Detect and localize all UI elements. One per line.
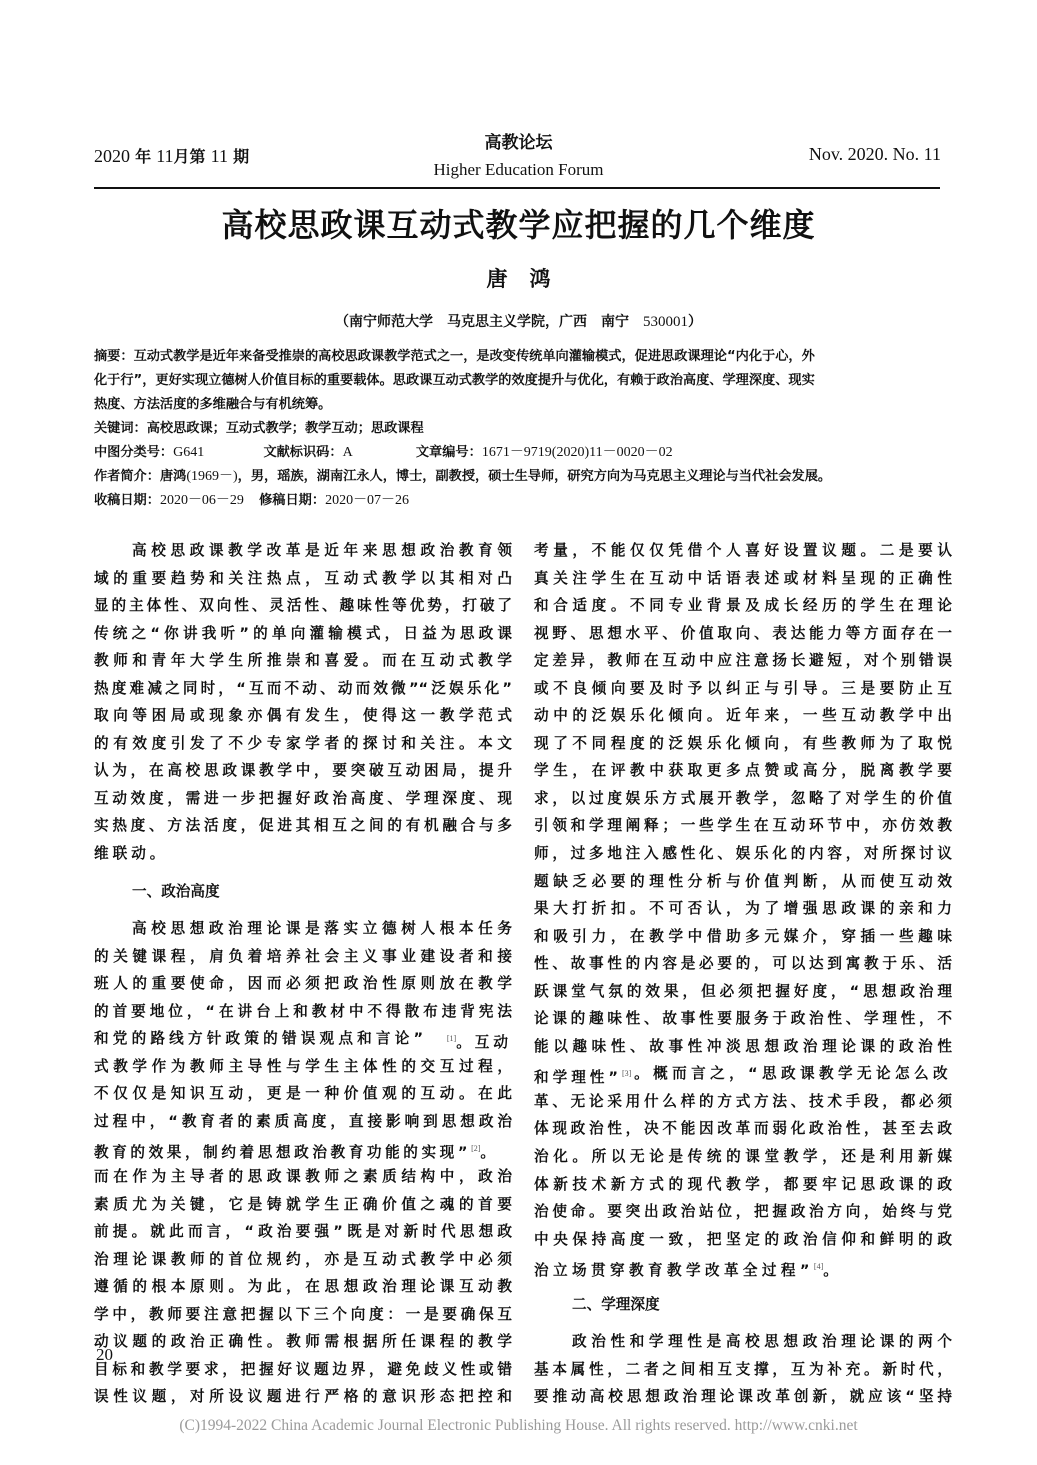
article-no-label: 文章编号：	[415, 445, 482, 460]
citation-ref-4: [4]	[813, 1262, 824, 1272]
body-line: 误性议题，对所设议题进行严格的意识形态把控和	[94, 1388, 512, 1406]
body-line: 域的重要趋势和关注热点，互动式教学以其相对凸	[94, 569, 512, 587]
body-line: 动中的泛娱乐化倾向。近年来，一些互动教学中出	[534, 707, 952, 725]
body-line: 动议题的政治正确性。教师需根据所任课程的教学	[94, 1333, 512, 1351]
abstract-text: 互动式教学是近年来备受推崇的高校思政课教学范式之一，是改变传统单向灌输模式，促进思政课理论“内化于心，外	[133, 349, 815, 364]
body-line	[534, 1060, 952, 1088]
body-line: 不仅仅是知识互动，更是一种价值观的互动。在此	[94, 1085, 512, 1103]
article-no-value: 1671－9719(2020)11－0020－02	[481, 445, 673, 460]
body-text: 。	[480, 1144, 496, 1162]
body-text: 。概而言之，“思政课教学无论怎么改	[634, 1065, 952, 1083]
body-line: 班人的重要使命，因而必须把政治性原则放在教学	[94, 975, 512, 993]
body-line: 求，以过度娱乐方式展开教学，忽略了对学生的价值	[534, 789, 952, 807]
author-affiliation	[0, 311, 1037, 331]
body-line: 视野、思想水平、价值取向、表达能力等方面存在一	[534, 624, 952, 642]
body-line: 的首要地位，“在讲台上和教材中不得散布违背宪法	[94, 1002, 512, 1020]
body-line: 目标和教学要求，把握好议题边界，避免歧义性或错	[94, 1360, 512, 1378]
body-line: 跃课堂气氛的效果，但必须把握好度，“思想政治理	[534, 982, 952, 1000]
body-line	[534, 1253, 952, 1281]
section-heading-2: 二、学理深度	[572, 1295, 660, 1313]
body-line: 传统之“你讲我听”的单向灌输模式，日益为思政课	[94, 624, 512, 642]
keywords-line	[94, 417, 944, 441]
received-date: 2020－06－29	[159, 493, 244, 508]
keywords-label: 关键词：	[94, 421, 147, 436]
affiliation-zip: 530001	[643, 314, 688, 330]
clc-value: G641	[173, 445, 205, 460]
doc-code-value: A	[342, 445, 353, 460]
body-left-column	[94, 537, 512, 1411]
body-text: 。	[823, 1262, 838, 1280]
abstract-line: 热度、方法活度的多维融合与有机统筹。	[94, 397, 332, 412]
affiliation-text: （南宁师范大学 马克思主义学院，广西 南宁	[335, 314, 643, 330]
body-text: 和学理性”	[534, 1069, 622, 1087]
section-heading-1: 一、政治高度	[132, 882, 220, 900]
dates-line	[94, 489, 944, 513]
journal-name-cn: 高教论坛	[484, 133, 553, 153]
body-line: 显的主体性、双向性、灵活性、趣味性等优势，打破了	[94, 597, 512, 615]
body-line: 中央保持高度一致，把坚定的政治信仰和鲜明的政	[534, 1230, 952, 1248]
issue-date-en: Nov. 2020. No. 11	[808, 144, 941, 164]
body-line: 遵循的根本原则。为此，在思想政治理论课互动教	[94, 1278, 512, 1296]
body-text: 。互动	[456, 1034, 512, 1052]
body-line: 认为，在高校思政课教学中，要突破互动困局，提升	[94, 762, 512, 780]
issue-number: 11	[210, 146, 228, 166]
revised-label: 修稿日期：	[259, 493, 326, 508]
affiliation-close: ）	[688, 314, 702, 330]
issue-year-unit: 年	[135, 147, 152, 166]
author-given-name: 鸿	[529, 267, 551, 291]
body-line: 和合适度。不同专业背景及成长经历的学生在理论	[534, 597, 952, 615]
body-right-column	[534, 537, 952, 1411]
body-line: 政治性和学理性是高校思想政治理论课的两个	[572, 1333, 952, 1351]
abstract-line: 化于行”，更好实现立德树人价值目标的重要载体。思政课互动式教学的效度提升与优化，有赖于政治高度、学理深度、现实	[94, 373, 815, 388]
body-text: 和党的路线方针政策的错误观点和言论”	[94, 1030, 428, 1048]
body-line: 教师和青年大学生所推崇和喜爱。而在互动式教学	[94, 652, 512, 670]
keywords-value: 高校思政课；互动式教学；教学互动；思政课程	[146, 421, 424, 436]
clc-label: 中图分类号：	[94, 445, 174, 460]
body-line: 素质尤为关键，它是铸就学生正确价值之魂的首要	[94, 1195, 512, 1213]
body-line: 过程中，“教育者的素质高度，直接影响到思想政治	[94, 1112, 512, 1130]
body-line: 热度难减之同时，“互而不动、动而效微”“泛娱乐化”	[94, 679, 512, 697]
body-line: 要推动高校思想政治理论课改革创新，就应该“坚持	[534, 1388, 952, 1406]
bio-years: (1969－)	[186, 469, 238, 484]
body-line: 高校思政课教学改革是近年来思想政治教育领	[132, 542, 512, 559]
body-text: 治立场贯穿教育教学改革全过程”	[534, 1262, 814, 1280]
body-line: 论课的趣味性、故事性要服务于政治性、学理性，不	[534, 1010, 952, 1028]
page-number: 20	[96, 1345, 113, 1364]
body-line: 师，过多地注入感性化、娱乐化的内容，对所探讨议	[534, 845, 952, 863]
author-bio-line	[94, 465, 944, 489]
citation-ref-3: [3]	[621, 1069, 632, 1079]
body-line: 能以趣味性、故事性冲淡思想政治理论课的政治性	[534, 1037, 952, 1055]
body-line: 题缺乏必要的理性分析与价值判断，从而使互动效	[534, 872, 952, 890]
body-line: 治化。所以无论是传统的课堂教学，还是利用新媒	[534, 1148, 952, 1166]
bio-text: ，男，瑶族，湖南江永人，博士，副教授，硕士生导师，研究方向为马克思主义理论与当代社会发展。	[237, 469, 832, 484]
issue-month-unit: 月第	[173, 147, 206, 166]
body-line: 前提。就此而言，“政治要强”既是对新时代思想政	[94, 1223, 512, 1241]
body-line: 治使命。要突出政治站位，把握政治方向，始终与党	[534, 1203, 952, 1221]
citation-ref-1: [1]	[446, 1034, 457, 1044]
body-line: 而在作为主导者的思政课教师之素质结构中，政治	[94, 1168, 512, 1186]
copyright-footer: (C)1994-2022 China Academic Journal Electronic Publishing House. All rights reserved. http://www.cnki.net	[179, 1417, 858, 1434]
body-line: 实热度、方法活度，促进其相互之间的有机融合与多	[94, 817, 512, 835]
revised-date: 2020－07－26	[325, 493, 410, 508]
body-line: 治理论课教师的首位规约，亦是互动式教学中必须	[94, 1250, 512, 1268]
journal-name-en: Higher Education Forum	[433, 160, 604, 179]
body-line: 果大打折扣。不可否认，为了增强思政课的亲和力	[534, 900, 952, 918]
body-line	[94, 1135, 512, 1163]
body-line: 学中，教师要注意把握以下三个向度：一是要确保互	[94, 1305, 512, 1323]
body-line: 和吸引力，在教学中借助多元媒介，穿插一些趣味	[534, 927, 952, 945]
body-line: 定差异，教师在互动中应注意扬长避短，对个别错误	[534, 652, 952, 670]
issue-number-unit: 期	[233, 147, 250, 166]
body-line: 或不良倾向要及时予以纠正与引导。三是要防止互	[534, 679, 952, 697]
author-name	[0, 263, 1037, 293]
body-line	[94, 1025, 512, 1053]
body-line: 的有效度引发了不少专家学者的探讨和关注。本文	[94, 734, 512, 752]
body-line: 体新技术新方式的现代教学，都要牢记思政课的政	[534, 1175, 952, 1193]
bio-name: 唐鸿	[159, 469, 187, 484]
body-line: 引领和学理阐释；一些学生在互动环节中，亦仿效教	[534, 817, 952, 835]
body-line: 互动效度，需进一步把握好政治高度、学理深度、现	[94, 789, 512, 807]
header-rule	[94, 187, 940, 189]
body-text: 教育的效果，制约着思想政治教育功能的实现”	[94, 1144, 472, 1162]
body-line: 考量，不能仅仅凭借个人喜好设置议题。二是要认	[534, 542, 952, 559]
author-surname: 唐	[486, 267, 508, 291]
body-line: 体现政治性，决不能因改革而弱化政治性，甚至去政	[534, 1120, 952, 1138]
abstract-label: 摘要：	[94, 349, 134, 364]
abstract-block	[94, 345, 944, 513]
body-line: 革、无论采用什么样的方式方法、技术手段，都必须	[534, 1092, 952, 1110]
issue-month: 11	[156, 146, 174, 166]
classification-line	[94, 441, 944, 465]
body-line: 的关键课程，肩负着培养社会主义事业建设者和接	[94, 947, 512, 965]
issue-year: 2020	[94, 146, 130, 166]
citation-ref-2: [2]	[471, 1144, 481, 1154]
body-line: 性、故事性的内容是必要的，可以达到寓教于乐、活	[534, 955, 952, 973]
received-label: 收稿日期：	[94, 493, 160, 508]
body-line: 高校思想政治理论课是落实立德树人根本任务	[132, 920, 512, 938]
body-line: 基本属性，二者之间相互支撑，互为补充。新时代，	[534, 1360, 952, 1378]
body-line: 真关注学生在互动中话语表述或材料呈现的正确性	[534, 569, 952, 587]
article-title: 高校思政课互动式教学应把握的几个维度	[221, 206, 816, 244]
body-line: 取向等困局或现象亦偶有发生，使得这一教学范式	[94, 707, 512, 725]
body-line: 学生，在评教中获取更多点赞或高分，脱离教学要	[534, 762, 952, 780]
abstract-line	[94, 345, 944, 369]
doc-code-label: 文献标识码：	[263, 445, 343, 460]
body-line: 维联动。	[94, 845, 169, 863]
body-line: 现了不同程度的泛娱乐化倾向，有些教师为了取悦	[534, 734, 952, 752]
bio-label: 作者简介：	[94, 469, 160, 484]
body-line: 式教学作为教师主导性与学生主体性的交互过程，	[94, 1057, 512, 1075]
